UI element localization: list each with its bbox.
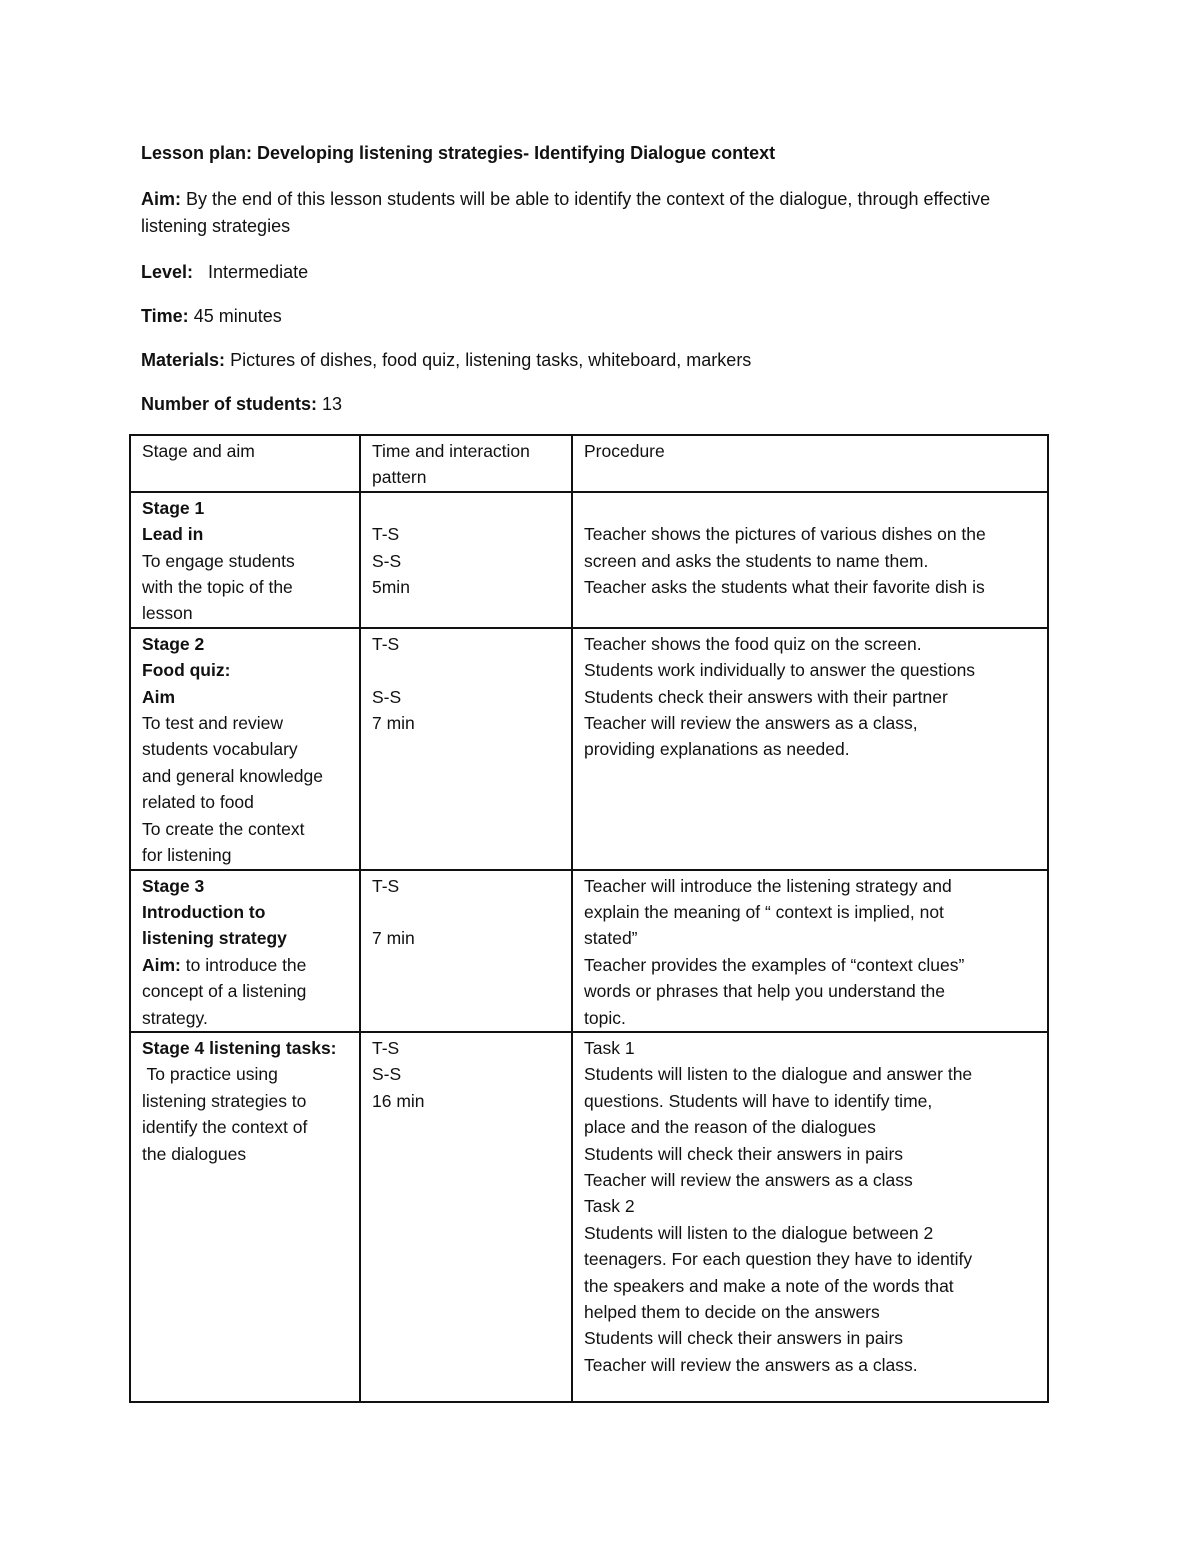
level-label: Level: [141,262,194,282]
level-line [141,259,1041,286]
materials-label: Materials: [141,350,226,370]
students-value: 13 [322,394,343,414]
procedure-cell: Teacher shows the food quiz on the screen. Students work individually to answer the questions Students check their answers with their partner Teacher will review the answers as a class, providing explanations as needed. [572,628,1048,870]
procedure-cell: Task 1 Students will listen to the dialogue and answer the questions. Students will have to identify time, place and the reason of the dialogues Students will check their answers in pairs Teacher will review the answers as a class Task 2 Students will listen to the dialogue between 2 teenagers. For each question they have to identify the speakers and make a note of the words that helped them to decide on the answers Students will check their answers in pairs Teacher will review the answers as a class. [572,1032,1048,1402]
students-line [141,391,1041,418]
students-label: Number of students: [141,394,318,414]
level-value: Intermediate [208,262,309,282]
header-time: Time and interaction pattern [360,435,572,492]
table-row [130,492,1048,628]
time-line [141,303,1041,330]
aim-text: By the end of this lesson students will be able to identify the context of the dialogue, through effective listening strategies [141,189,991,236]
table-row [130,1032,1048,1402]
procedure-cell: Teacher shows the pictures of various dishes on the screen and asks the students to name them. Teacher asks the students what their favorite dish is [572,492,1048,628]
procedure-cell: Teacher will introduce the listening strategy and explain the meaning of “ context is implied, not stated” Teacher provides the examples of “context clues” words or phrases that help you understand the topic. [572,870,1048,1032]
time-cell: T-S S-S 16 min [360,1032,572,1402]
aim-label: Aim: [141,189,181,209]
table-header-row [130,435,1048,492]
time-cell: T-S S-S 7 min [360,628,572,870]
time-value: 45 minutes [193,306,282,326]
stage-cell: Stage 4 listening tasks: To practice using listening strategies to identify the context of the dialogues [130,1032,360,1402]
aim-paragraph [141,186,1041,240]
time-cell: T-S S-S 5min [360,492,572,628]
table-row [130,628,1048,870]
time-cell: T-S 7 min [360,870,572,1032]
stage-cell: Stage 1 Lead in To engage students with the topic of the lesson [130,492,360,628]
stage-cell: Stage 2 Food quiz: Aim To test and review students vocabulary and general knowledge related to food To create the context for listening [130,628,360,870]
header-stage: Stage and aim [130,435,360,492]
materials-line [141,347,1041,374]
page-title: Lesson plan: Developing listening strategies- Identifying Dialogue context [141,143,776,163]
header-procedure: Procedure [572,435,1048,492]
lesson-plan-table [129,434,1049,1403]
time-label: Time: [141,306,189,326]
stage-cell: Stage 3 Introduction to listening strategy Aim: to introduce the concept of a listening strategy. [130,870,360,1032]
table-row [130,870,1048,1032]
materials-value: Pictures of dishes, food quiz, listening tasks, whiteboard, markers [230,350,752,370]
